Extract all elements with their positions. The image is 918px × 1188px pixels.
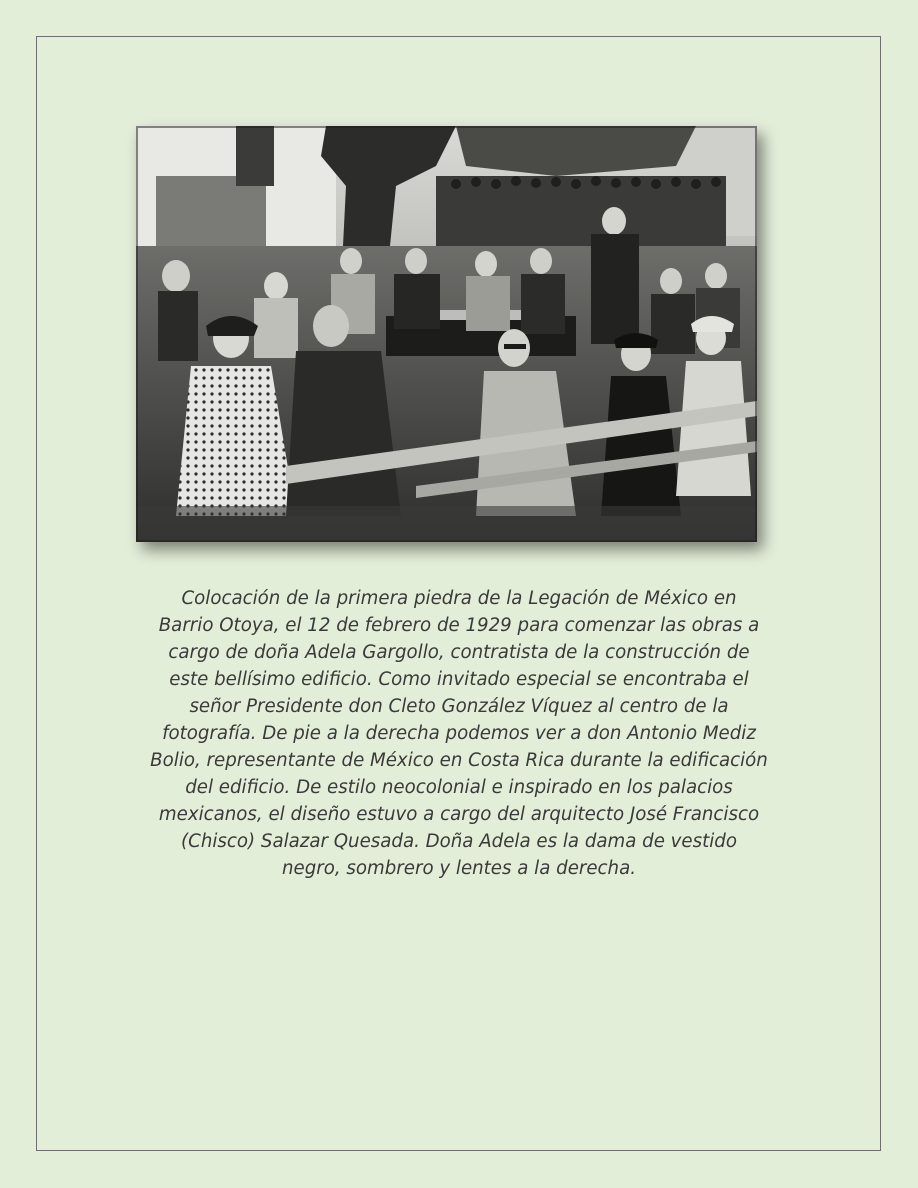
photo-caption bbox=[100, 585, 818, 882]
caption-line: Bolio, representante de México en Costa Rica durante la edificación bbox=[150, 750, 768, 771]
caption-line: negro, sombrero y lentes a la derecha. bbox=[282, 858, 636, 879]
historical-photograph bbox=[136, 126, 757, 542]
caption-line: (Chisco) Salazar Quesada. Doña Adela es la dama de vestido bbox=[181, 831, 737, 852]
caption-line: del edificio. De estilo neocolonial e inspirado en los palacios bbox=[185, 777, 733, 798]
caption-line: Colocación de la primera piedra de la Legación de México en bbox=[181, 588, 737, 609]
caption-line: señor Presidente don Cleto González Víquez al centro de la bbox=[189, 696, 729, 717]
caption-line: cargo de doña Adela Gargollo, contratista de la construcción de bbox=[168, 642, 750, 663]
caption-line: Barrio Otoya, el 12 de febrero de 1929 para comenzar las obras a bbox=[158, 615, 760, 636]
caption-line: mexicanos, el diseño estuvo a cargo del arquitecto José Francisco bbox=[158, 804, 760, 825]
caption-line: fotografía. De pie a la derecha podemos ver a don Antonio Mediz bbox=[162, 723, 756, 744]
photo-icon bbox=[136, 126, 757, 542]
caption-line: este bellísimo edificio. Como invitado especial se encontraba el bbox=[169, 669, 749, 690]
